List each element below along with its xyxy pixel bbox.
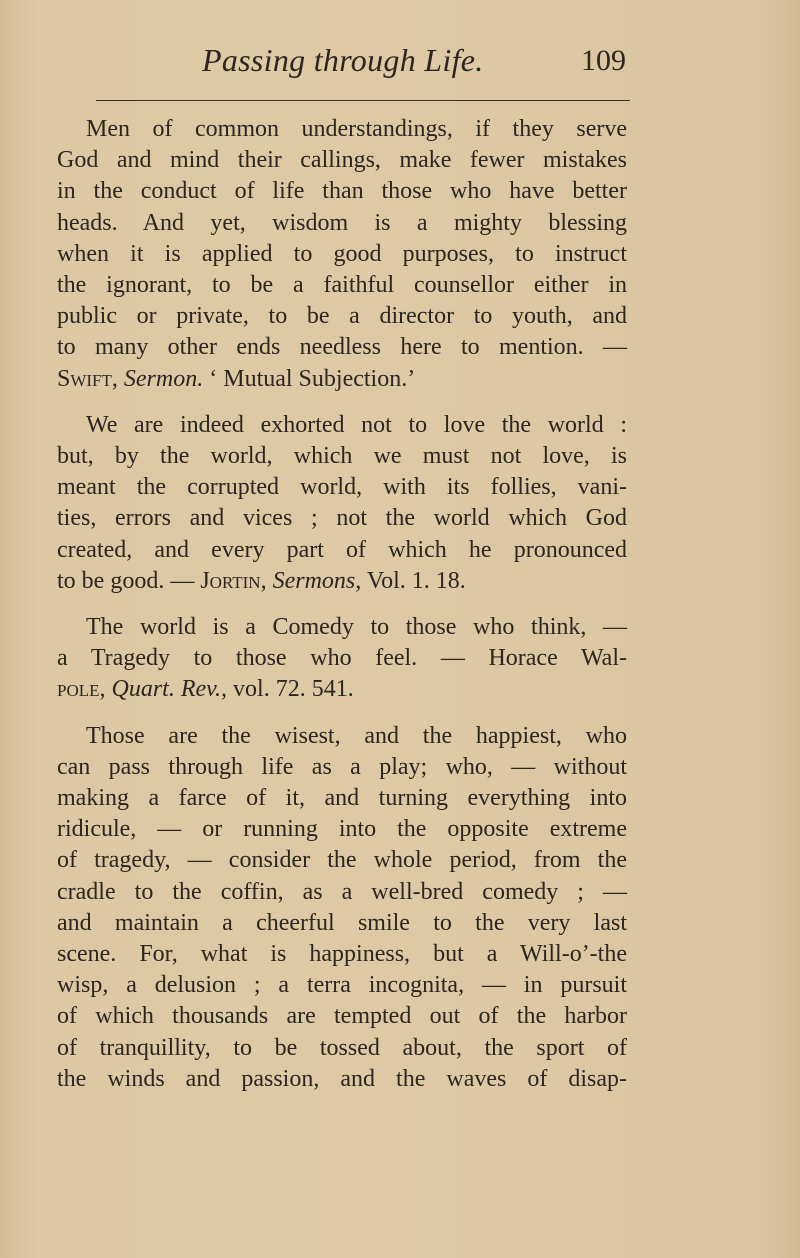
paragraph-jortin <box>57 410 627 597</box>
running-title: Passing through Life. <box>202 42 484 78</box>
text-line: public or private, to be a director to youth, and <box>57 303 627 330</box>
text-line: God and mind their callings, make fewer mistakes <box>57 147 627 174</box>
text-line: meant the corrupted world, with its follies, vani- <box>57 474 627 501</box>
text-line: The world is a Comedy to those who think, — <box>86 614 627 641</box>
citation-line <box>57 364 627 395</box>
paragraph-swift <box>57 114 627 395</box>
text-line: Men of common understandings, if they serve <box>86 116 627 142</box>
text-line: to many other ends needless here to mention. — <box>57 334 627 361</box>
text-line: in the conduct of life than those who have better <box>57 178 627 205</box>
text-line: We are indeed exhorted not to love the world : <box>86 411 627 438</box>
paragraph-walpole <box>57 612 627 706</box>
text-line: when it is applied to good purposes, to instruct <box>57 240 627 267</box>
text-line: a Tragedy to those who feel. — Horace Wal- <box>57 645 627 672</box>
citation-author: pole, <box>57 676 106 703</box>
citation-prefix: to be good. — <box>57 567 195 594</box>
citation-detail: vol. 72. 541. <box>233 676 354 703</box>
text-line: but, by the world, which we must not love, is <box>57 443 627 470</box>
text-line: ridicule, — or running into the opposite extreme <box>57 816 627 843</box>
paragraph-comedy <box>57 721 627 1095</box>
citation-detail: ‘ Mutual Subjection.’ <box>209 365 416 392</box>
text-line: heads. And yet, wisdom is a mighty blessing <box>57 209 627 236</box>
text-line: created, and every part of which he pronounced <box>57 536 627 563</box>
text-line: scene. For, what is happiness, but a Will-o’-the <box>57 941 627 968</box>
citation-work: Quart. Rev., <box>111 676 228 703</box>
text-line: of tranquillity, to be tossed about, the sport of <box>57 1034 627 1061</box>
page-number: 109 <box>581 44 626 77</box>
text-line: the ignorant, to be a faithful counsellor either in <box>57 272 627 299</box>
text-line: can pass through life as a play; who, — without <box>57 753 627 780</box>
text-line: ties, errors and vices ; not the world which God <box>57 505 627 532</box>
page-header <box>96 42 636 92</box>
header-rule <box>96 100 630 101</box>
text-line: of tragedy, — consider the whole period, from the <box>57 847 627 874</box>
text-line: of which thousands are tempted out of the harbor <box>57 1003 627 1030</box>
citation-work: Sermons, <box>272 567 362 594</box>
citation-author: Jortin, <box>200 567 267 594</box>
text-line: the winds and passion, and the waves of disap- <box>57 1065 627 1092</box>
citation-work: Sermon. <box>123 365 204 392</box>
text-line: wisp, a delusion ; a terra incognita, — in pursuit <box>57 972 627 999</box>
citation-line <box>57 674 627 705</box>
citation-line <box>57 566 627 597</box>
text-line: making a farce of it, and turning everything into <box>57 785 627 812</box>
text-line: and maintain a cheerful smile to the very last <box>57 909 627 936</box>
citation-detail: Vol. 1. 18. <box>366 567 466 594</box>
text-line: Those are the wisest, and the happiest, who <box>86 722 627 749</box>
citation-author: Swift, <box>57 365 118 392</box>
text-line: cradle to the coffin, as a well-bred comedy ; — <box>57 878 627 905</box>
body-text <box>57 114 627 1110</box>
